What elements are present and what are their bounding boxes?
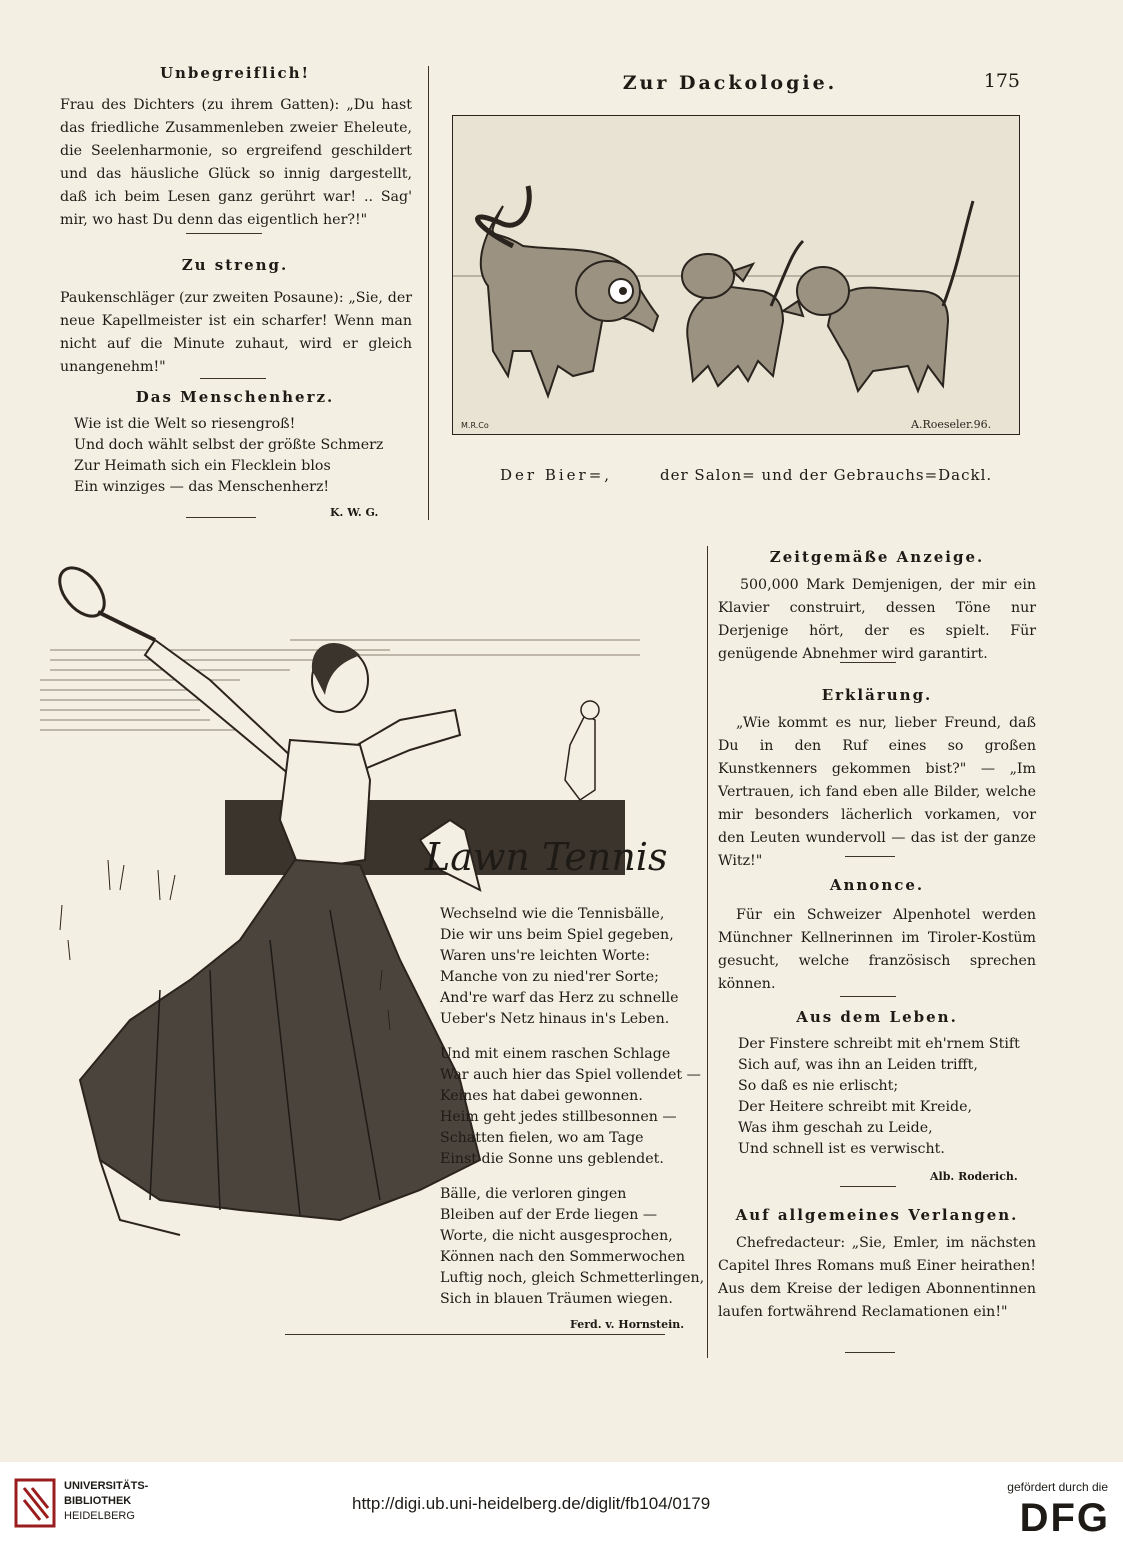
poem-line: Sich auf, was ihn an Leiden trifft, — [738, 1057, 978, 1073]
poem-line: Die wir uns beim Spiel gegeben, — [440, 927, 674, 943]
section-text-erklaerung: „Wie kommt es nur, lieber Freund, daß Du in den Ruf eines so großen Kunstkenners gekommen bist?" — „Im Vertrauen, ich fand eben alle Bilder, welche mir besonders lächerlich vorkamen, vor den Leuten wundervoll — das ist der ganze Witz!" — [718, 715, 1036, 869]
poem-line: Ein winziges — das Menschenherz! — [74, 479, 330, 495]
library-logo-icon — [14, 1478, 58, 1530]
poem-line: Schatten fielen, wo am Tage — [440, 1130, 644, 1146]
dachshunds-drawing — [453, 116, 1019, 434]
section-heading-aus-dem-leben: Aus dem Leben. — [796, 1008, 958, 1026]
poem-line: Einst die Sonne uns geblendet. — [440, 1151, 664, 1167]
poem-stanza-3 — [440, 1184, 704, 1310]
page-number: 175 — [983, 70, 1020, 92]
section-text-auf-allgemeines-verlangen: Chefredacteur: „Sie, Emler, im nächsten Capitel Ihres Romans muß Einer heirathen! Aus dem Kreise der ledigen Abonnentinnen laufen fortwährend Reclamationen ein!" — [718, 1235, 1036, 1320]
poem-line: Wechselnd wie die Tennisbälle, — [440, 906, 665, 922]
caption-beer-dog: Der Bier=, — [500, 466, 613, 484]
poem-line: Waren uns're leichten Worte: — [440, 948, 650, 964]
poem-line: Der Heitere schreibt mit Kreide, — [738, 1099, 973, 1115]
section-heading-erklaerung: Erklärung. — [821, 686, 933, 704]
artist-signature: A.Roeseler.96. — [911, 418, 992, 431]
poem-line: Und schnell ist es verwischt. — [738, 1141, 945, 1157]
poem-line: Keines hat dabei gewonnen. — [440, 1088, 643, 1104]
printer-mark: M.R.Co — [461, 421, 489, 430]
poem-line: So daß es nie erlischt; — [738, 1078, 899, 1094]
dog-illustration — [452, 115, 1020, 435]
column-rule — [428, 66, 429, 520]
poem-stanza-1 — [440, 904, 679, 1030]
poem-line: Der Finstere schreibt mit eh'rnem Stift — [738, 1036, 1020, 1052]
funded-by-text: gefördert durch die — [1007, 1480, 1108, 1494]
section-heading-menschenherz: Das Menschenherz. — [135, 388, 335, 406]
poem-stanza-2 — [440, 1044, 701, 1170]
poem-line: Worte, die nicht ausgesprochen, — [440, 1228, 673, 1244]
poem-line: Luftig noch, gleich Schmetterlingen, — [440, 1270, 705, 1286]
poem-line: Zur Heimath sich ein Flecklein blos — [74, 458, 331, 474]
poem-line: And're warf das Herz zu schnelle — [440, 990, 679, 1006]
poem-line: Können nach den Sommerwochen — [440, 1249, 686, 1265]
poem-line: Bleiben auf der Erde liegen — — [440, 1207, 658, 1223]
poem-menschenherz — [74, 414, 383, 498]
divider — [186, 233, 262, 234]
section-heading-zeitgemaesse-anzeige: Zeitgemäße Anzeige. — [769, 548, 985, 566]
logo-line: BIBLIOTHEK — [64, 1495, 132, 1507]
column-rule — [707, 546, 708, 1358]
poem-line: Wie ist die Welt so riesengroß! — [74, 416, 296, 432]
university-logo — [14, 1478, 164, 1538]
source-url-link[interactable]: http://digi.ub.uni-heidelberg.de/diglit/fb104/0179 — [352, 1494, 711, 1513]
caption-salon-working-dog: der Salon= und der Gebrauchs=Dackl. — [660, 466, 993, 484]
poem-aus-dem-leben — [738, 1034, 1020, 1160]
poem-line: Ueber's Netz hinaus in's Leben. — [440, 1011, 670, 1027]
poem-line: Und mit einem raschen Schlage — [440, 1046, 671, 1062]
section-text-annonce: Für ein Schweizer Alpenhotel werden Münchner Kellnerinnen im Tiroler-Kostüm gesucht, welche französisch sprechen können. — [718, 907, 1036, 992]
section-text-zu-streng: Paukenschläger (zur zweiten Posaune): „Sie, der neue Kapellmeister ist ein scharfer! Wenn man nicht auf die Minute zuhaut, wird er gleich unangenehm!" — [60, 290, 412, 375]
signature: Ferd. v. Hornstein. — [570, 1318, 685, 1331]
poem-line: Heim geht jedes stillbesonnen — — [440, 1109, 677, 1125]
divider — [285, 1334, 665, 1335]
poem-line: Manche von zu nied'rer Sorte; — [440, 969, 659, 985]
section-text-unbegreiflich: Frau des Dichters (zu ihrem Gatten): „Du hast das friedliche Zusammenleben zweier Eheleute, die Seelenharmonie, so ergreifend geschildert und das häusliche Glück so innig dargestellt, daß ich beim Lesen ganz gerührt war! .. Sag' mir, wo hast Du denn das eigentlich her?!" — [60, 97, 412, 228]
divider — [845, 856, 895, 857]
signature: K. W. G. — [330, 506, 379, 519]
divider — [840, 662, 896, 663]
section-heading-unbegreiflich: Unbegreiflich! — [159, 64, 311, 82]
section-heading-annonce: Annonce. — [829, 876, 925, 894]
logo-line: HEIDELBERG — [64, 1510, 135, 1522]
poem-line: Sich in blauen Träumen wiegen. — [440, 1291, 673, 1307]
poem-line: Was ihm geschah zu Leide, — [738, 1120, 933, 1136]
divider — [845, 1352, 895, 1353]
dfg-logo: DFG — [1019, 1496, 1110, 1540]
logo-line: UNIVERSITÄTS- — [64, 1480, 149, 1492]
tennis-title-script: Lawn Tennis — [425, 835, 668, 879]
divider — [840, 1186, 896, 1187]
poem-line: War auch hier das Spiel vollendet — — [440, 1067, 701, 1083]
divider — [200, 378, 266, 379]
section-heading-auf-allgemeines-verlangen: Auf allgemeines Verlangen. — [735, 1206, 1019, 1224]
poem-line: Und doch wählt selbst der größte Schmerz — [74, 437, 384, 453]
page-title: Zur Dackologie. — [622, 72, 838, 94]
divider — [840, 996, 896, 997]
signature: Alb. Roderich. — [930, 1170, 1018, 1183]
section-text-zeitgemaesse-anzeige: 500,000 Mark Demjenigen, der mir ein Klavier construirt, dessen Töne nur Derjenige hört, der es spielt. Für genügende Abnehmer wird garantirt. — [718, 577, 1036, 662]
divider — [186, 517, 256, 518]
section-heading-zu-streng: Zu streng. — [181, 256, 289, 274]
poem-line: Bälle, die verloren gingen — [440, 1186, 627, 1202]
